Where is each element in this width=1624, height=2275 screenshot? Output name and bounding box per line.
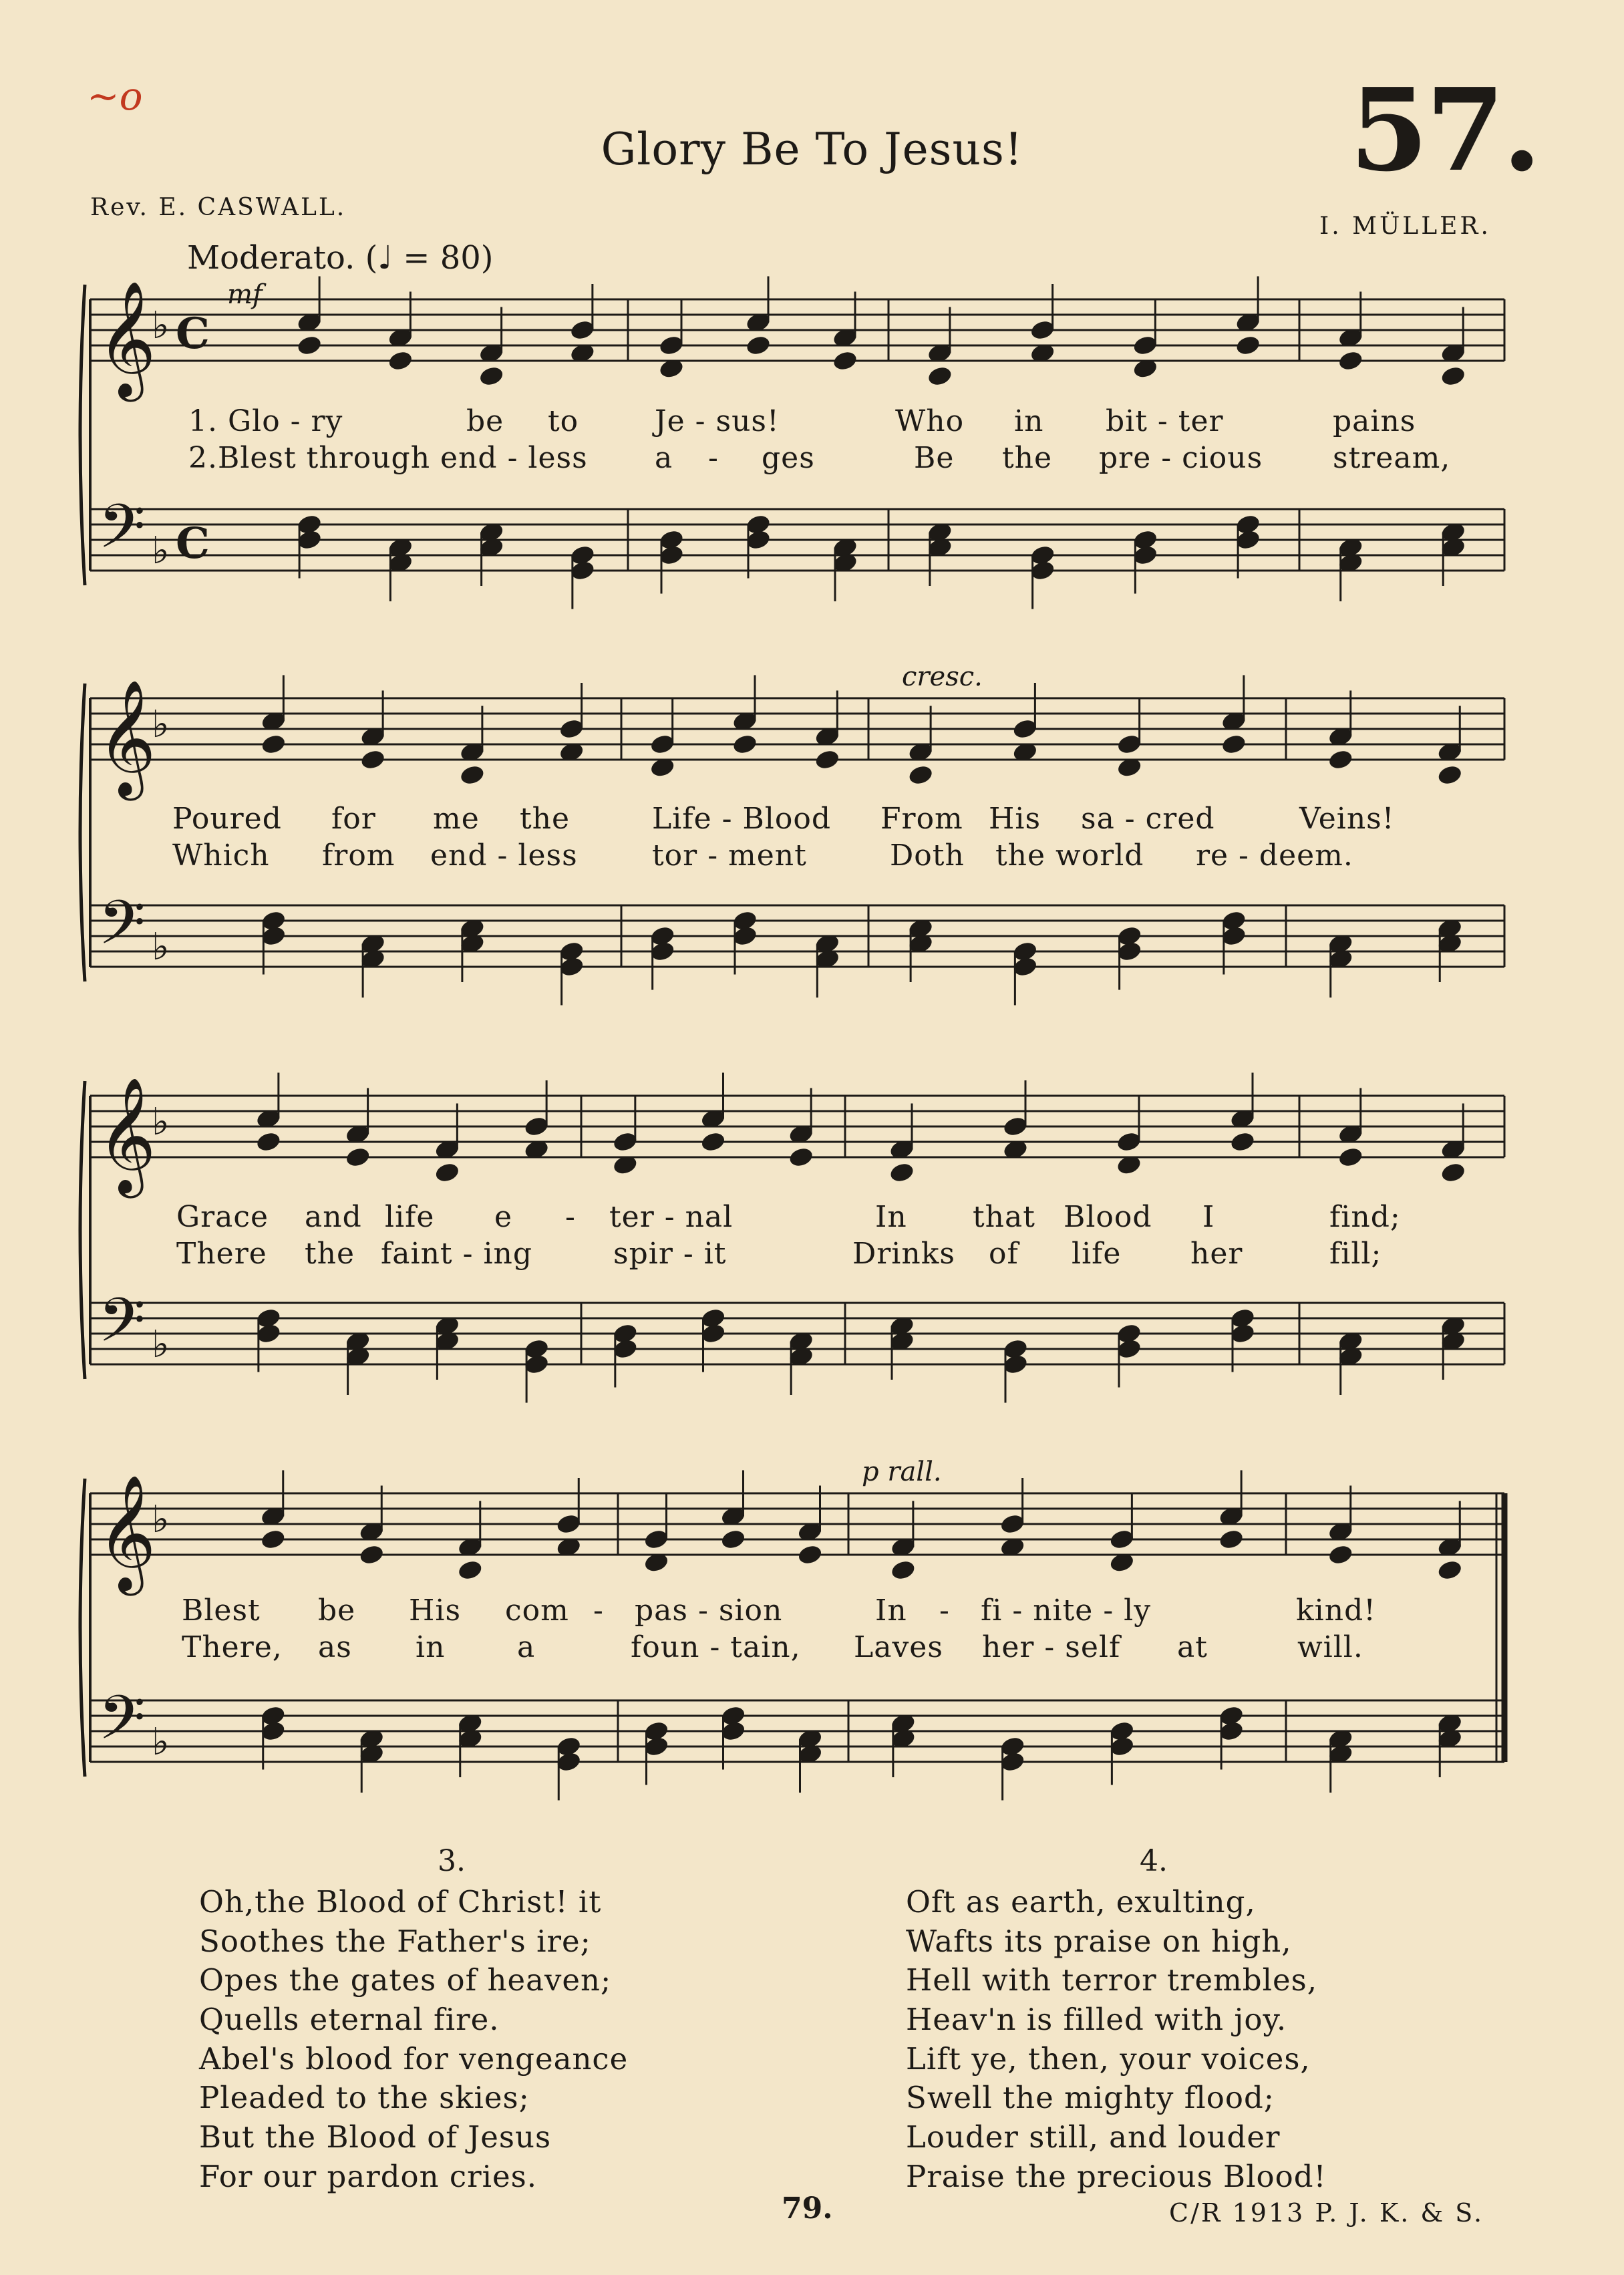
time-signature: C: [176, 309, 210, 359]
lyric: sa - cred: [1081, 802, 1215, 836]
lyric: Blood: [1064, 1200, 1152, 1234]
lyric: and: [305, 1200, 362, 1234]
note-head: [255, 1130, 282, 1153]
note-head: [1218, 1528, 1245, 1551]
lyric: fi - nite - ly: [981, 1594, 1152, 1628]
lyric: Poured: [172, 802, 282, 836]
hymn-number: 57.: [1349, 63, 1539, 197]
verse-4-line: Wafts its praise on high,: [906, 1924, 1292, 1959]
lyric: as: [318, 1630, 352, 1664]
note-head: [1229, 1130, 1256, 1153]
lyric: 2.Blest through end - less: [188, 441, 588, 475]
lyric: a: [517, 1630, 536, 1664]
note-head: [260, 1528, 287, 1551]
lyric: a: [655, 441, 673, 475]
hymn-title: Glory Be To Jesus!: [601, 124, 1023, 175]
note-head: [478, 365, 505, 388]
lyric: Blest: [182, 1594, 261, 1628]
bass-clef: 𝄢: [98, 1682, 146, 1768]
lyric: In: [875, 1594, 907, 1628]
verse-3-line: Opes the gates of heaven;: [199, 1962, 612, 1998]
bass-clef: 𝄢: [98, 491, 146, 577]
note-head: [1337, 1146, 1364, 1169]
copyright-notice: C/R 1913 P. J. K. & S.: [1169, 2198, 1484, 2228]
lyric: Be: [914, 441, 955, 475]
system-brace: [80, 285, 85, 585]
note-head: [888, 1161, 915, 1184]
verse-4-line: Lift ye, then, your voices,: [906, 2041, 1311, 2077]
lyric: of: [989, 1237, 1019, 1271]
note-head: [260, 733, 287, 756]
lyric: the: [1002, 441, 1053, 475]
lyric: Life - Blood: [652, 802, 832, 836]
lyric: the: [520, 802, 571, 836]
key-signature-flat: ♭: [152, 529, 170, 573]
treble-clef: 𝄞: [97, 1475, 156, 1591]
note-head: [459, 764, 486, 786]
lyric: end - less: [430, 839, 578, 873]
note-head: [745, 334, 772, 357]
note-head: [457, 1559, 484, 1581]
lyric: Who: [895, 404, 965, 438]
lyric: re - deem.: [1196, 839, 1353, 873]
note-head: [719, 1528, 746, 1551]
lyric: stream,: [1333, 441, 1451, 475]
lyric: faint - ing: [381, 1237, 533, 1271]
lyric: e: [494, 1200, 513, 1234]
verse-3-number: 3.: [438, 1844, 466, 1878]
key-signature-flat: ♭: [152, 304, 170, 347]
treble-clef: 𝄞: [97, 281, 156, 397]
treble-clef: 𝄞: [97, 679, 156, 796]
lyric: There: [176, 1237, 267, 1271]
note-head: [732, 733, 758, 756]
lyric: from: [322, 839, 395, 873]
note-head: [927, 365, 953, 388]
lyric: will.: [1297, 1630, 1363, 1664]
lyric: From: [880, 802, 963, 836]
lyric: Laves: [854, 1630, 943, 1664]
note-head: [1235, 334, 1261, 357]
note-head: [1440, 365, 1466, 388]
verse-3-line: Soothes the Father's ire;: [199, 1924, 591, 1959]
verse-4-line: Swell the mighty flood;: [906, 2080, 1275, 2115]
note-head: [788, 1146, 814, 1169]
lyric: There,: [182, 1630, 283, 1664]
key-signature-flat: ♭: [152, 925, 170, 969]
lyric: kind!: [1296, 1594, 1376, 1628]
lyric: be: [466, 404, 504, 438]
lyric: me: [433, 802, 480, 836]
verse-3-line: But the Blood of Jesus: [199, 2119, 552, 2155]
hymn-author: Rev. E. CASWALL.: [90, 194, 347, 221]
lyric: at: [1177, 1630, 1208, 1664]
key-signature-flat: ♭: [152, 703, 170, 746]
verse-3-line: Oh,the Blood of Christ! it: [199, 1884, 602, 1920]
note-head: [907, 764, 934, 786]
lyric: -: [593, 1594, 604, 1628]
lyric: her: [1190, 1237, 1243, 1271]
verse-4-line: Praise the precious Blood!: [906, 2159, 1327, 2194]
verse-4-line: Louder still, and louder: [906, 2119, 1281, 2155]
verse-4-number: 4.: [1140, 1844, 1168, 1878]
note-head: [387, 349, 414, 372]
lyric: spir - it: [613, 1237, 727, 1271]
lyric: be: [318, 1594, 356, 1628]
note-head: [434, 1161, 460, 1184]
lyric: In: [875, 1200, 907, 1234]
verse-3-line: Quells eternal fire.: [199, 2002, 500, 2037]
lyric: Doth: [890, 839, 965, 873]
note-head: [359, 748, 386, 771]
note-head: [296, 334, 323, 357]
lyric: pre - cious: [1099, 441, 1263, 475]
lyric: 1. Glo - ry: [188, 404, 343, 438]
lyric: the: [305, 1237, 355, 1271]
lyric: Grace: [176, 1200, 269, 1234]
lyric: -: [939, 1594, 950, 1628]
key-signature-flat: ♭: [152, 1720, 170, 1764]
note-head: [796, 1543, 823, 1566]
lyric: Veins!: [1299, 802, 1395, 836]
lyric: her - self: [982, 1630, 1121, 1664]
lyric: bit - ter: [1106, 404, 1224, 438]
bass-clef: 𝄢: [98, 1285, 146, 1370]
verse-3-line: For our pardon cries.: [199, 2159, 538, 2194]
note-head: [1440, 1161, 1466, 1184]
system-brace: [80, 684, 85, 981]
lyric: His: [989, 802, 1041, 836]
lyric: tor - ment: [652, 839, 807, 873]
tempo-marking: Moderato. (♩ = 80): [187, 239, 494, 277]
note-head: [1337, 349, 1364, 372]
lyric: in: [1014, 404, 1044, 438]
bass-clef: 𝄢: [98, 887, 146, 973]
lyric: I: [1202, 1200, 1215, 1234]
key-signature-flat: ♭: [152, 1498, 170, 1541]
lyric: -: [708, 441, 719, 475]
page-number: 79.: [782, 2191, 833, 2226]
dynamic-cresc: cresc.: [902, 661, 983, 692]
lyric: in: [416, 1630, 446, 1664]
time-signature: C: [176, 518, 210, 569]
note-head: [1221, 733, 1247, 756]
key-signature-flat: ♭: [152, 1100, 170, 1144]
dynamic-p-rall: p rall.: [862, 1457, 942, 1487]
lyric: Drinks: [852, 1237, 955, 1271]
note-head: [1436, 1559, 1463, 1581]
key-signature-flat: ♭: [152, 1323, 170, 1366]
note-head: [345, 1146, 371, 1169]
dynamic-mf: mf: [227, 279, 263, 310]
lyric: foun - tain,: [631, 1630, 801, 1664]
note-head: [1436, 764, 1463, 786]
verse-4-line: Heav'n is filled with joy.: [906, 2002, 1287, 2037]
lyric: Je - sus!: [655, 404, 780, 438]
verse-4-line: Oft as earth, exulting,: [906, 1884, 1256, 1920]
lyric: to: [548, 404, 579, 438]
lyric: the world: [995, 839, 1144, 873]
verse-4-line: Hell with terror trembles,: [906, 1962, 1318, 1998]
lyric: life: [385, 1200, 435, 1234]
system-brace: [80, 1081, 85, 1379]
lyric: that: [973, 1200, 1035, 1234]
verse-3-line: Abel's blood for vengeance: [199, 2041, 629, 2077]
treble-clef: 𝄞: [97, 1077, 156, 1193]
note-head: [814, 748, 840, 771]
lyric: ges: [762, 441, 815, 475]
verse-3-line: Pleaded to the skies;: [199, 2080, 530, 2115]
note-head: [1327, 748, 1354, 771]
note-head: [358, 1543, 385, 1566]
note-head: [1327, 1543, 1354, 1566]
lyric: life: [1072, 1237, 1122, 1271]
note-head: [832, 349, 858, 372]
lyric: ter - nal: [609, 1200, 734, 1234]
hymn-composer: I. MÜLLER.: [1319, 212, 1491, 240]
note-head: [699, 1130, 726, 1153]
lyric: pas - sion: [635, 1594, 783, 1628]
lyric: His: [409, 1594, 462, 1628]
lyric: Which: [172, 839, 270, 873]
lyric: for: [331, 802, 376, 836]
note-head: [890, 1559, 917, 1581]
lyric: fill;: [1329, 1237, 1382, 1271]
lyric: pains: [1333, 404, 1416, 438]
lyric: find;: [1329, 1200, 1401, 1234]
pencil-mark: ~o: [87, 73, 143, 119]
lyric: com: [505, 1594, 569, 1628]
lyric: -: [565, 1200, 576, 1234]
system-brace: [80, 1479, 85, 1777]
